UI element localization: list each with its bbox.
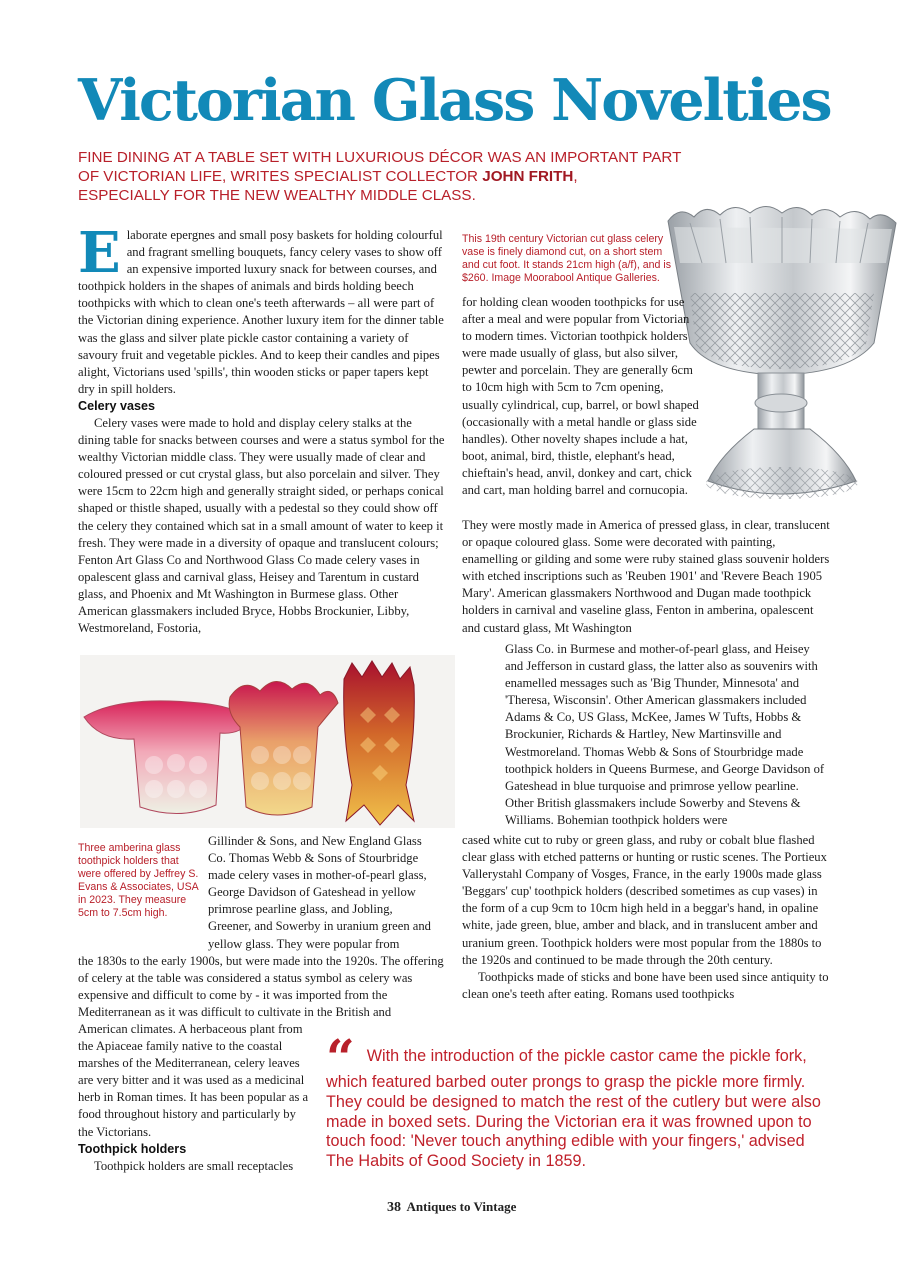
quote-mark-icon: “	[326, 1028, 355, 1087]
standfirst-line2-comma: ,	[573, 168, 578, 185]
toothpick-history-paragraph: Toothpicks made of sticks and bone have been used since antiquity to clean one's teeth after eating. Romans used toothpicks	[462, 969, 829, 1001]
standfirst	[78, 148, 738, 205]
amberina-toothpick-photo	[80, 655, 455, 828]
celery-continued-paragraph: Gillinder & Sons, and New England Glass Co. Thomas Webb & Sons of Stourbridge made celery vases in mother-of-pearl glass, George Davidson of Gateshead in yellow primrose pearline glass, and Jobling, Greener, and Sowerby in uranium green and yellow glass. They were popular from	[208, 834, 431, 951]
celery-history-paragraph: American climates. A herbaceous plant from the Apiaceae family native to the coastal marshes of the Mediterranean, celery leaves are very bitter and it was used as a medicinal herb in Roman times. It has been popular as a food throughout history and particularly by the Victorians.	[78, 1022, 309, 1139]
column1-top	[78, 220, 445, 637]
page-title: Victorian Glass Novelties	[78, 67, 831, 134]
intro-paragraph	[78, 220, 445, 398]
heading-celery-vases: Celery vases	[78, 398, 156, 413]
page-number: 38	[387, 1200, 401, 1215]
intro-text: laborate epergnes and small posy baskets for holding colourful and fragrant smelling bouquets, fancy celery vases to show off an expensive imported luxury snack for between courses, and toothpick holders in the shapes of animals and birds holding beech toothpicks with which to clean one's teeth afterwards – all were part of the Victorian dining experience. Another luxury item for the dinner table was the glass and silver plate pickle castor containing a variety of savoury fruit and vegetable pickles. And to keep their candles and pipes alight, Victorians used 'spills', thin wooden sticks or paper tapers kept dry in spill holders.	[78, 228, 444, 396]
toothpick-indented-paragraph: Glass Co. in Burmese and mother-of-pearl glass, and Heisey and Jefferson in custard glass, the latter also as souvenirs with enamelled messages such as 'Big Thunder, Minnesota' and 'Theresa, Wisconsin'. Other American glassmakers included Adams & Co, US Glass, McKee, James W Tufts, Hobbs & Brockunier, Richards & Hartley, New Martinsville and Westmoreland. Thomas Webb & Sons of Stourbridge made toothpick holders in Queens Burmese, and George Davidson of Gateshead in blue turquoise and primrose yellow pearline. Other British glassmakers include Sowerby and Stevens & Williams. Bohemian toothpick holders were	[505, 642, 825, 827]
toothpick-intro-paragraph: Toothpick holders are small receptacles	[94, 1158, 294, 1173]
celery-history-column	[78, 1021, 310, 1175]
toothpick-narrow-paragraph: for holding clean wooden toothpicks for use after a meal and were popular from Victorian to modern times. Victorian toothpick holders were made usually of glass, but also silver, pewter and porcelain. They are generally 6cm to 10cm high with 5cm to 7cm opening, usually cylindrical, cup, barrel, or bowl shaped (occasionally with a metal handle or glass side handles). Other novelty shapes include a hat, boot, animal, bird, thistle, elephant's head, chieftain's head, anvil, donkey and cart, chick and cart, man holding barrel and cornucopia.	[462, 295, 699, 498]
drop-cap: E	[78, 220, 121, 286]
amberina-photo-caption: Three amberina glass toothpick holders that were offered by Jeffrey S. Evans & Associates, USA in 2023. They measure 5cm to 7.5cm high.	[78, 842, 199, 919]
toothpick-wide-paragraph: They were mostly made in America of pressed glass, in clear, translucent or opaque coloured glass. Some were decorated with painting, enamelling or gilding and some were ruby stained glass souvenir holders with etched inscriptions such as 'Reuben 1901' and 'Revere Beach 1905 Mary'. American glassmakers Northwood and Dugan made toothpick holders in carnival and vaseline glass, Fenton in amberina, opalescent and custard glass, Mt Washington	[462, 518, 830, 635]
beggars-cup-paragraph: cased white cut to ruby or green glass, and ruby or cobalt blue flashed clear glass with etched patterns or hunting or rustic scenes. The Portieux Vallerystahl Company of Vosges, France, in the early 1900s made glass 'Beggars' cup' toothpick holders (described sometimes as cup vases) in the form of a cup 9cm to 10cm high held in a beggar's hand, in opaline white, jade green, blue, amber and black, and in translucent amber and uranium green. Toothpick holders were most popular from the 1880s to the 1920s and continued to be made through the 20th century.	[462, 833, 827, 967]
amberina-toothpick-holders-image	[80, 655, 455, 828]
standfirst-line3: ESPECIALLY FOR THE NEW WEALTHY MIDDLE CLASS.	[78, 187, 476, 204]
page-footer	[387, 1199, 516, 1216]
heading-toothpick-holders: Toothpick holders	[78, 1141, 187, 1156]
magazine-name: Antiques to Vintage	[406, 1199, 517, 1214]
standfirst-line1: FINE DINING AT A TABLE SET WITH LUXURIOUS DÉCOR WAS AN IMPORTANT PART	[78, 149, 682, 166]
standfirst-line2	[78, 167, 738, 186]
pull-quote-text: With the introduction of the pickle castor came the pickle fork, which featured barbed outer prongs to grasp the pickle more firmly. They could be designed to match the rest of the cutlery but were also made in boxed sets. During the Victorian era it was frowned upon to touch food: 'Never touch anything edible with your fingers,' advised The Habits of Good Society in 1859.	[326, 1047, 821, 1171]
author-name: JOHN FRITH	[482, 168, 574, 185]
celery-continued-paragraph-2: the 1830s to the early 1900s, but were made into the 1920s. The offering of celery at the table was considered a status symbol as celery was expensive and difficult to come by - it was imported from the Mediterranean as it was difficult to cultivate in the British and	[78, 954, 444, 1020]
celery-vase-caption: This 19th century Victorian cut glass celery vase is finely diamond cut, on a short stem and cut foot. It stands 21cm high (a/f), and is $260. Image Moorabool Antique Galleries.	[462, 233, 672, 284]
standfirst-line2-text: OF VICTORIAN LIFE, WRITES SPECIALIST COLLECTOR	[78, 168, 483, 185]
toothpick-wide-paragraph-2	[462, 832, 832, 1003]
celery-paragraph: Celery vases were made to hold and display celery stalks at the dining table for snacks between courses and were a status symbol for the wealthy Victorian middle class. They were usually made of clear and coloured pressed or cut crystal glass, but also porcelain and silver. They were 15cm to 22cm high and generally straight sided, or perhaps conical shaped or thistle shaped, usually with a pedestal so they could show off the celery they contained which sat in a small amount of water to keep it fresh. They were made in a diversity of opaque and translucent colours; Fenton Art Glass Co and Northwood Glass Co made celery vases in opalescent glass and carnival glass, Heisey and Tarentum in custard glass, and Phoenix and Mt Washington in Burmese glass. Other American glassmakers included Bryce, Hobbs Brockunier, Libby, Westmoreland, Fostoria,	[78, 415, 445, 636]
pull-quote	[326, 1028, 828, 1172]
